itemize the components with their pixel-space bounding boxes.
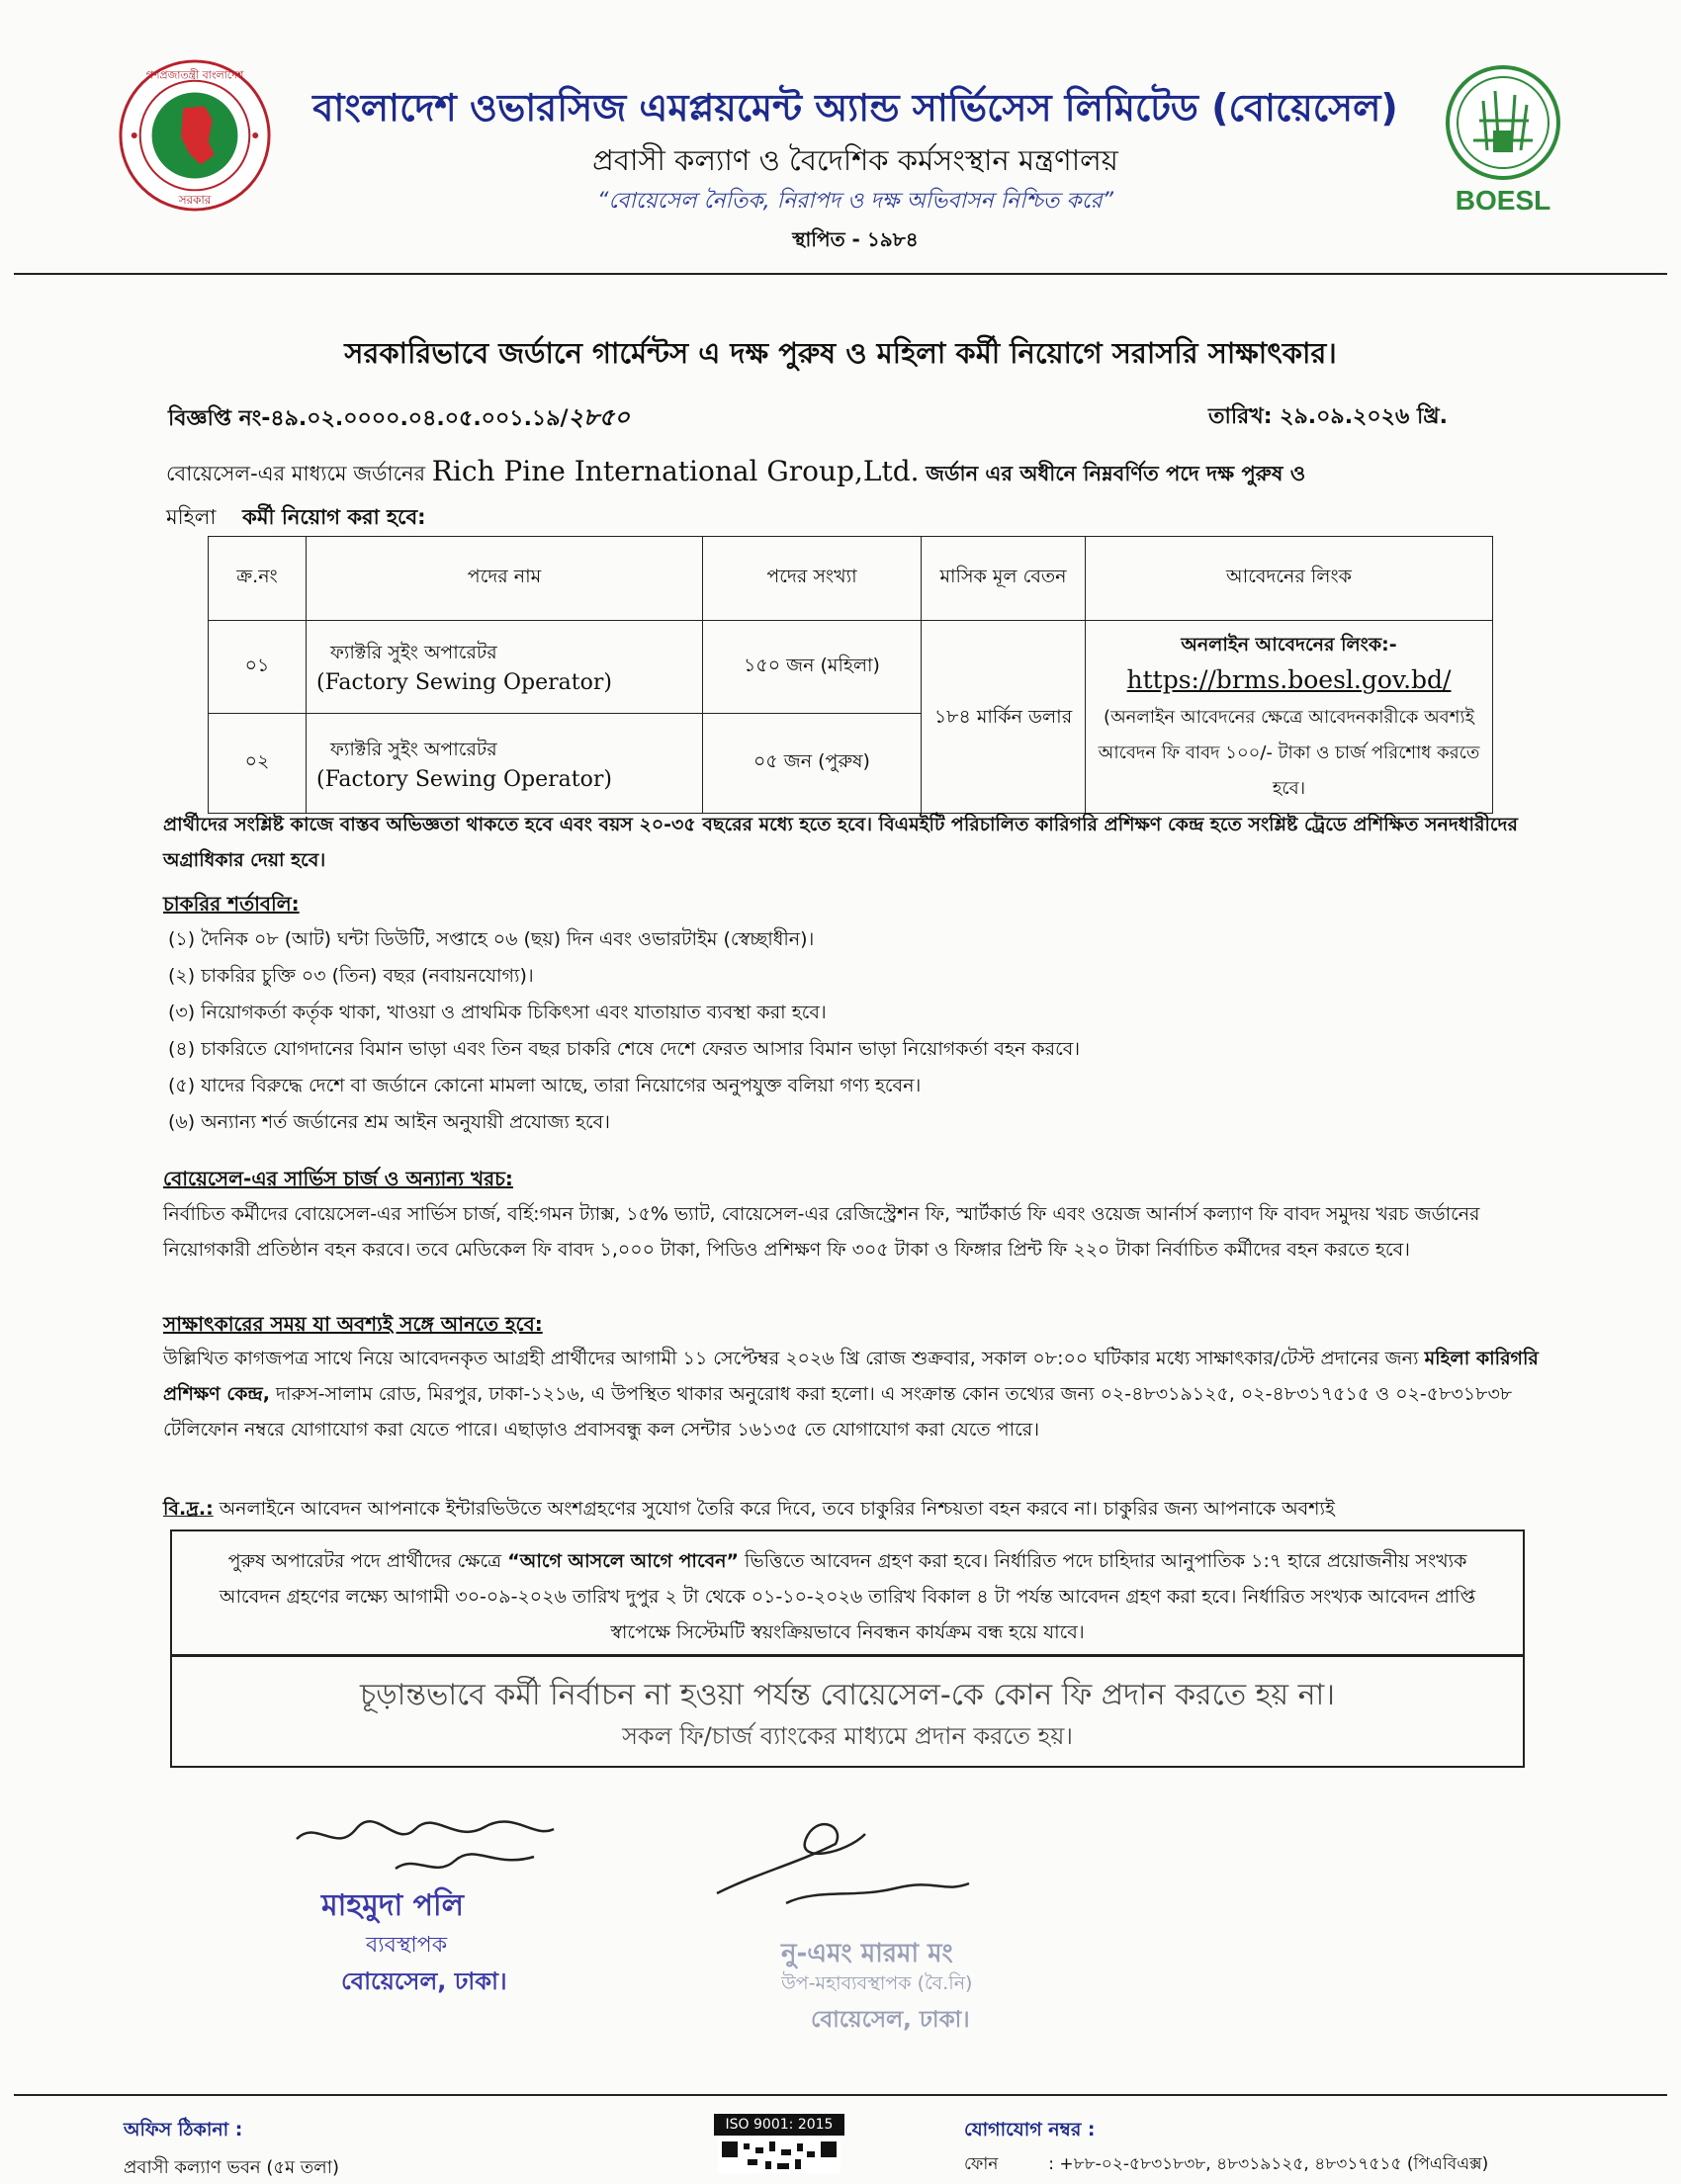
org-name: বাংলাদেশ ওভারসিজ এমপ্লয়মেন্ট অ্যান্ড সার্ভিসেস লিমিটেড (বোয়েসেল): [312, 86, 1398, 130]
office-address-label: অফিস ঠিকানা :: [124, 2119, 243, 2140]
conditions-title: চাকরির শর্তাবলি:: [163, 892, 300, 916]
note-label: বি.দ্র.:: [163, 1498, 214, 1520]
notice-date: তারিখ: ২৯.০৯.২০২৬ খ্রি.: [1208, 404, 1448, 429]
table-header-row: [209, 537, 1493, 621]
iso-badge: ISO 9001: 2015: [714, 2114, 844, 2136]
post-bn: ফ্যাক্টরি সুইং অপারেটর: [330, 738, 497, 760]
header-count: পদের সংখ্যা: [703, 537, 922, 621]
left-signatory-name: মাহমুদা পলি: [321, 1888, 464, 1923]
right-signature-icon: [697, 1794, 994, 1913]
table-row: [209, 621, 1493, 714]
header-post: পদের নাম: [307, 537, 703, 621]
intro-part4: কর্মী নিয়োগ করা হবে:: [242, 505, 426, 529]
charges-text: নির্বাচিত কর্মীদের বোয়েসেল-এর সার্ভিস চার্জ, বর্হি:গমন ট্যাক্স, ১৫% ভ্যাট, বোয়েসেল-এর রেজিস্ট্রেশন ফি, স্মার্টকার্ড ফি এবং ওয়েজ আর্নার্স কল্যাণ ফি বাবদ সমুদয় খরচ জর্ডানের নিয়োগকারী প্রতিষ্ঠান বহন করবে। তবে মেডিকেল ফি বাবদ ১,০০০ টাকা, পিডিও প্রশিক্ষণ ফি ৩০৫ টাকা ও ফিঙ্গার প্রিন্ট ফি ২২০ টাকা নির্বাচিত কর্মীদের বহন করতে হবে।: [163, 1203, 1480, 1261]
header-divider: [14, 273, 1667, 275]
link-note: (অনলাইন আবেদনের ক্ষেত্রে আবেদনকারীকে অবশ্যই আবেদন ফি বাবদ ১০০/- টাকা ও চার্জ পরিশোধ করতে হবে।: [1098, 707, 1480, 799]
footer-divider: [14, 2094, 1667, 2096]
fee-box: [170, 1655, 1525, 1768]
row-serial: ০১: [209, 621, 307, 714]
priority-text: [202, 1543, 1493, 1650]
intro-part2: জর্ডান এর অধীনে নিম্নবর্ণিত পদে দক্ষ পুরুষ ও: [926, 462, 1306, 485]
memo-handwritten: ২৮৫০: [568, 402, 630, 431]
salary-cell: ১৮৪ মার্কিন ডলার: [922, 621, 1086, 814]
condition-item: (১) দৈনিক ০৮ (আট) ঘন্টা ডিউটি, সপ্তাহে ০৬ (ছয়) দিন এবং ওভারটাইম (স্বেচ্ছাধীন)।: [168, 928, 815, 950]
priority-text-a: পুরুষ অপারেটর পদে প্রার্থীদের ক্ষেত্রে: [227, 1550, 502, 1572]
intro-part3: মহিলা: [166, 505, 217, 529]
left-signature-icon: [287, 1799, 574, 1888]
header-serial: ক্র.নং: [209, 537, 307, 621]
row-post: [307, 714, 703, 814]
priority-text-b: ভিত্তিতে আবেদন গ্রহণ করা হবে। নির্ধারিত পদে চাহিদার আনুপাতিক ১:৭ হারে প্রয়োজনীয় সংখ্যক আবেদন গ্রহণের লক্ষ্যে আগামী ৩০-০৯-২০২৬ তারিখ দুপুর ২ টা থেকে ০১-১০-২০২৬ তারিখ বিকাল ৪ টা পর্যন্ত আবেদন গ্রহণ করা হবে। নির্ধারিত সংখ্যক আবেদন প্রাপ্তি স্বাপেক্ষে সিস্টেমটি স্বয়ংক্রিয়ভাবে নিবন্ধন কার্যক্রম বন্ধ হয়ে যাবে।: [219, 1550, 1476, 1643]
condition-item: (২) চাকরির চুক্তি ০৩ (তিন) বছর (নবায়নযোগ্য)।: [168, 965, 534, 987]
interview-venue: মহিলা কারিগরি প্রশিক্ষণ কেন্দ্র,: [163, 1348, 1539, 1405]
memo-prefix: বিজ্ঞপ্তি নং-৪৯.০২.০০০০.০৪.০৫.০০১.১৯/: [168, 406, 569, 431]
row-post: [307, 621, 703, 714]
seal-bottom-text: সরকার: [178, 193, 212, 208]
ministry-name: প্রবাসী কল্যাণ ও বৈদেশিক কর্মসংস্থান মন্ত্রণালয়: [592, 143, 1118, 177]
employer-name: Rich Pine International Group,Ltd.: [431, 455, 920, 487]
post-en: (Factory Sewing Operator): [316, 766, 612, 792]
eligibility-text: প্রার্থীদের সংশ্লিষ্ট কাজে বাস্তব অভিজ্ঞতা থাকতে হবে এবং বয়স ২০-৩৫ বছরের মধ্যে হতে হবে। বিএমইটি পরিচালিত কারিগরি প্রশিক্ষণ কেন্দ্র হতে সংশ্লিষ্ট ট্রেডে প্রশিক্ষিত সনদধারীদের অগ্রাধিকার দেয়া হবে।: [163, 814, 1518, 871]
fee-line-2: সকল ফি/চার্জ ব্যাংকের মাধ্যমে প্রদান করতে হয়।: [622, 1722, 1073, 1750]
jobs-table: [208, 536, 1493, 814]
government-seal-icon: [117, 57, 273, 214]
note: [163, 1491, 1543, 1527]
boesl-logo-icon: [1424, 61, 1582, 219]
apply-link[interactable]: https://brms.boesl.gov.bd/: [1126, 665, 1452, 694]
row-count: ১৫০ জন (মহিলা): [703, 621, 922, 714]
right-signatory-title: উপ-মহাব্যবস্থাপক (বৈ.নি): [781, 1972, 973, 1994]
charges-title: বোয়েসেল-এর সার্ভিস চার্জ ও অন্যান্য খরচ:: [163, 1167, 513, 1190]
interview-text-a: উল্লিখিত কাগজপত্র সাথে নিয়ে আবেদনকৃত আগ্রহী প্রার্থীদের আগামী ১১ সেপ্টেম্বর ২০২৬ খ্রি রোজ শুক্রবার, সকাল ০৮:০০ ঘটিকার মধ্যে সাক্ষাৎকার/টেস্ট প্রদানের জন্য: [163, 1348, 1419, 1369]
office-address-line: প্রবাসী কল্যাণ ভবন (৫ম তলা): [124, 2157, 339, 2178]
post-en: (Factory Sewing Operator): [316, 670, 612, 696]
header-salary: মাসিক মূল বেতন: [922, 537, 1086, 621]
priority-text-bold: “আগে আসলে আগে পাবেন”: [507, 1550, 739, 1572]
row-serial: ০২: [209, 714, 307, 814]
note-text: অনলাইনে আবেদন আপনাকে ইন্টারভিউতে অংশগ্রহণের সুযোগ তৈরি করে দিবে, তবে চাকুরির নিশ্চয়তা বহন করবে না। চাকুরির জন্য আপনাকে অবশ্যই: [219, 1498, 1335, 1520]
memo-number: [168, 399, 630, 439]
phone-label: ফোন: [964, 2154, 999, 2174]
right-signatory-org: বোয়েসেল, ঢাকা।: [811, 2007, 970, 2033]
notice-headline: সরকারিভাবে জর্ডানে গার্মেন্টস এ দক্ষ পুরুষ ও মহিলা কর্মী নিয়োগে সরাসরি সাক্ষাৎকার।: [344, 336, 1337, 370]
fee-line-1: চূড়ান্তভাবে কর্মী নির্বাচন না হওয়া পর্যন্ত বোয়েসেল-কে কোন ফি প্রদান করতে হয় না।: [360, 1678, 1335, 1712]
left-signatory-title: ব্যবস্থাপক: [366, 1933, 448, 1958]
seal-top-text: গণপ্রজাতন্ত্রী বাংলাদেশ: [145, 68, 244, 82]
condition-item: (৫) যাদের বিরুদ্ধে দেশে বা জর্ডানে কোনো মামলা আছে, তারা নিয়োগের অনুপযুক্ত বলিয়া গণ্য হবেন।: [168, 1075, 922, 1096]
interview-text: [163, 1341, 1543, 1447]
qr-code-icon: [718, 2138, 840, 2173]
link-label: অনলাইন আবেদনের লিংক:-: [1181, 634, 1397, 655]
right-signatory-name: নু-এমং মারমা মং: [781, 1939, 953, 1968]
condition-item: (৩) নিয়োগকর্তা কর্তৃক থাকা, খাওয়া ও প্রাথমিক চিকিৎসা এবং যাতায়াত ব্যবস্থা করা হবে।: [168, 1002, 827, 1023]
link-cell: [1086, 621, 1493, 814]
intro-paragraph: [166, 450, 1550, 539]
interview-title: সাক্ষাৎকারের সময় যা অবশ্যই সঙ্গে আনতে হবে:: [163, 1312, 543, 1336]
row-count: ০৫ জন (পুরুষ): [703, 714, 922, 814]
header-link: আবেদনের লিংক: [1086, 537, 1493, 621]
intro-part1: বোয়েসেল-এর মাধ্যমে জর্ডানের: [166, 462, 426, 485]
phone-numbers: : +৮৮-০২-৫৮৩১৮৩৮, ৪৮৩১৯১২৫, ৪৮৩১৭৫১৫ (পিএবিএক্স): [1048, 2154, 1489, 2174]
post-bn: ফ্যাক্টরি সুইং অপারেটর: [330, 642, 497, 664]
slogan: “বোয়েসেল নৈতিক, নিরাপদ ও দক্ষ অভিবাসন নিশ্চিত করে”: [596, 189, 1114, 214]
established: স্থাপিত - ১৯৮৪: [792, 227, 919, 251]
condition-item: (৪) চাকরিতে যোগদানের বিমান ভাড়া এবং তিন বছর চাকরি শেষে দেশে ফেরত আসার বিমান ভাড়া নিয়োগকর্তা বহন করবে।: [168, 1038, 1081, 1060]
boesl-logo-text: BOESL: [1455, 185, 1551, 216]
contact-label: যোগাযোগ নম্বর :: [964, 2119, 1096, 2140]
interview-text-b: দারুস-সালাম রোড, মিরপুর, ঢাকা-১২১৬, এ উপস্থিত থাকার অনুরোধ করা হলো। এ সংক্রান্ত কোন তথ্যের জন্য ০২-৪৮৩১৯১২৫, ০২-৪৮৩১৭৫১৫ ও ০২-৫৮৩১৮৩৮ টেলিফোন নম্বরে যোগাযোগ করা যেতে পারে। এছাড়াও প্রবাসবন্ধু কল সেন্টার ১৬১৩৫ তে যোগাযোগ করা যেতে পারে।: [163, 1383, 1513, 1441]
condition-item: (৬) অন্যান্য শর্ত জর্ডানের শ্রম আইন অনুযায়ী প্রযোজ্য হবে।: [168, 1111, 610, 1133]
priority-box: [170, 1529, 1525, 1656]
left-signatory-org: বোয়েসেল, ঢাকা।: [341, 1967, 507, 1995]
